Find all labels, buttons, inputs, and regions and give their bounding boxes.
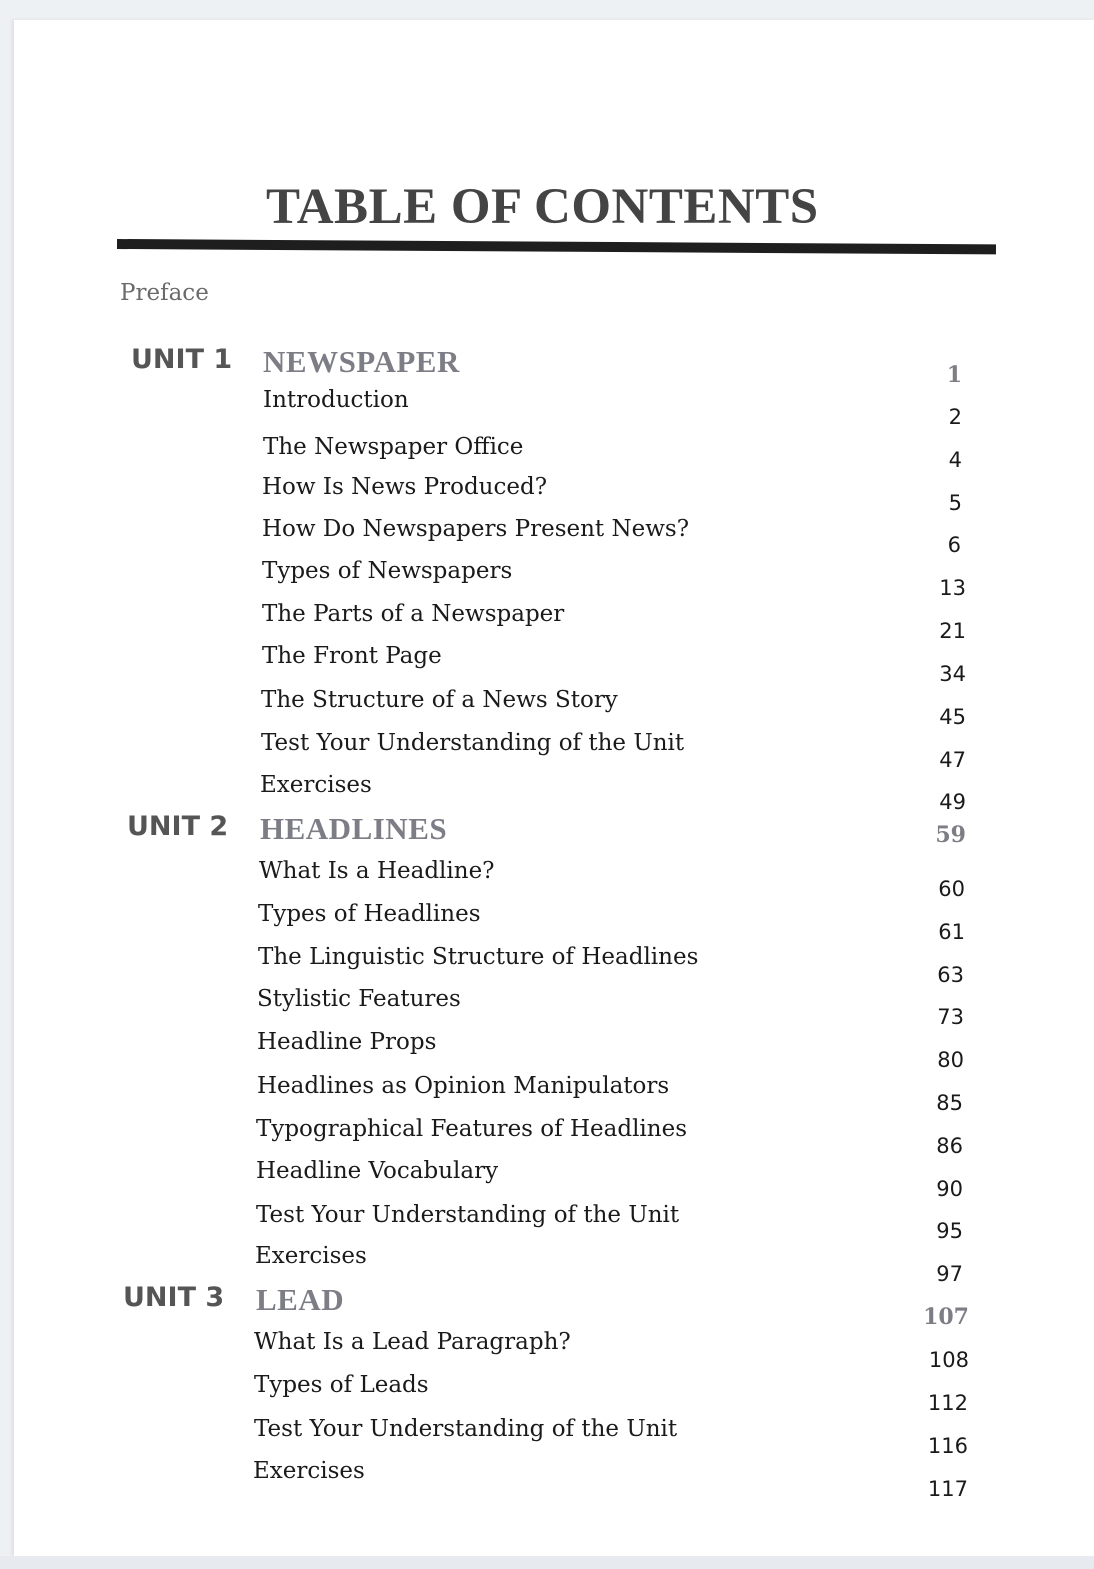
toc-page-number: 2 — [948, 405, 962, 429]
toc-entry[interactable]: Headlines as Opinion Manipulators — [257, 1073, 670, 1099]
toc-page-number: 97 — [936, 1262, 963, 1286]
toc-entry[interactable]: Exercises — [260, 772, 372, 798]
toc-page-number: 61 — [938, 920, 965, 944]
toc-page-number: 6 — [947, 533, 961, 557]
toc-page-number: 116 — [927, 1434, 968, 1458]
toc-entry[interactable]: The Structure of a News Story — [261, 687, 618, 713]
viewer-bottom-strip — [0, 1556, 1094, 1569]
toc-entry[interactable]: How Do Newspapers Present News? — [262, 516, 690, 542]
toc-entry[interactable]: Introduction — [263, 387, 409, 413]
toc-page-number: 47 — [939, 748, 966, 772]
toc-entry[interactable]: Types of Newspapers — [262, 558, 513, 584]
toc-page-number: 21 — [939, 619, 966, 643]
toc-entry[interactable]: The Linguistic Structure of Headlines — [258, 944, 699, 970]
toc-entry[interactable]: Types of Headlines — [258, 901, 481, 927]
toc-page-number: 73 — [937, 1005, 964, 1029]
toc-page-number: 4 — [948, 448, 962, 472]
unit-label: UNIT 1 — [131, 344, 233, 375]
toc-page-number: 86 — [936, 1134, 963, 1158]
toc-entry[interactable]: Headline Vocabulary — [256, 1158, 499, 1184]
toc-page-number: 90 — [936, 1177, 963, 1201]
toc-entry[interactable]: Exercises — [255, 1243, 367, 1269]
unit-title[interactable]: HEADLINES — [260, 811, 448, 846]
toc-entry[interactable]: The Front Page — [262, 643, 442, 669]
toc-entry[interactable]: Typographical Features of Headlines — [256, 1116, 688, 1142]
toc-entry[interactable]: What Is a Lead Paragraph? — [254, 1329, 571, 1355]
toc-page-number: 108 — [928, 1348, 969, 1372]
toc-entry[interactable]: Exercises — [253, 1458, 365, 1484]
toc-entry[interactable]: Headline Props — [257, 1029, 437, 1055]
toc-entry[interactable]: The Newspaper Office — [263, 434, 524, 460]
toc-page-number: 95 — [936, 1219, 963, 1243]
toc-entry[interactable]: How Is News Produced? — [262, 474, 548, 500]
toc-page-number: 49 — [939, 790, 966, 814]
toc-page-number: 112 — [927, 1391, 968, 1415]
unit-page-number: 1 — [946, 362, 962, 388]
unit-title[interactable]: LEAD — [256, 1282, 345, 1317]
unit-page-number: 107 — [923, 1304, 969, 1330]
unit-label: UNIT 2 — [127, 811, 229, 842]
unit-title[interactable]: NEWSPAPER — [263, 344, 460, 379]
preface-link[interactable]: Preface — [120, 280, 209, 306]
page-title: TABLE OF CONTENTS — [266, 179, 819, 235]
toc-entry[interactable]: Stylistic Features — [257, 986, 461, 1012]
toc-page-number: 5 — [948, 491, 962, 515]
toc-page-number: 85 — [936, 1091, 963, 1115]
toc-page-number: 117 — [927, 1477, 968, 1501]
toc-page-number: 13 — [939, 576, 966, 600]
toc-entry[interactable]: The Parts of a Newspaper — [262, 601, 565, 627]
unit-page-number: 59 — [935, 822, 966, 848]
toc-page-number: 45 — [939, 705, 966, 729]
unit-label: UNIT 3 — [123, 1282, 225, 1313]
toc-entry[interactable]: Test Your Understanding of the Unit — [256, 1202, 680, 1228]
toc-entry[interactable]: Test Your Understanding of the Unit — [261, 730, 685, 756]
toc-page-number: 80 — [937, 1048, 964, 1072]
toc-page-number: 60 — [938, 877, 965, 901]
toc-entry[interactable]: Types of Leads — [254, 1372, 429, 1398]
toc-entry[interactable]: What Is a Headline? — [259, 858, 495, 884]
toc-entry[interactable]: Test Your Understanding of the Unit — [254, 1416, 678, 1442]
toc-page-number: 34 — [939, 662, 966, 686]
toc-page-number: 63 — [937, 963, 964, 987]
